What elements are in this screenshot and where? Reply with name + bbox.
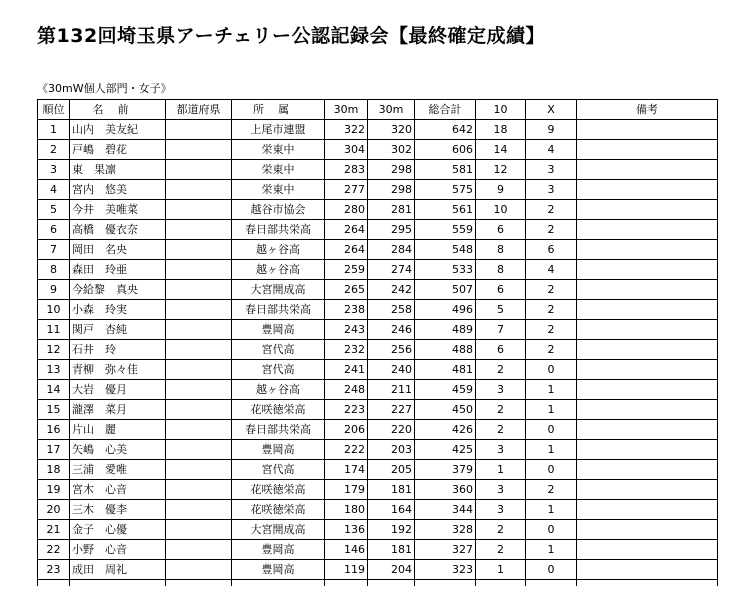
total-cell: 425 bbox=[415, 440, 476, 460]
table-row bbox=[38, 300, 718, 320]
rank-cell: 7 bbox=[38, 240, 70, 260]
score2-cell: 203 bbox=[368, 440, 415, 460]
empty-cell bbox=[232, 580, 325, 586]
score2-cell: 298 bbox=[368, 180, 415, 200]
table-row bbox=[38, 540, 718, 560]
club-cell: 栄東中 bbox=[232, 180, 325, 200]
club-cell: 花咲徳栄高 bbox=[232, 400, 325, 420]
score1-cell: 146 bbox=[325, 540, 368, 560]
score2-cell: 204 bbox=[368, 560, 415, 580]
rank-cell: 21 bbox=[38, 520, 70, 540]
total-cell: 533 bbox=[415, 260, 476, 280]
club-cell: 花咲徳栄高 bbox=[232, 480, 325, 500]
xs-cell: 2 bbox=[526, 280, 577, 300]
club-cell: 春日部共栄高 bbox=[232, 220, 325, 240]
score2-cell: 256 bbox=[368, 340, 415, 360]
table-row bbox=[38, 340, 718, 360]
score2-cell: 274 bbox=[368, 260, 415, 280]
tens-cell: 8 bbox=[476, 240, 526, 260]
name-cell: 三浦 愛唯 bbox=[70, 460, 166, 480]
table-row bbox=[38, 440, 718, 460]
tens-cell: 10 bbox=[476, 200, 526, 220]
empty-cell bbox=[476, 580, 526, 586]
prefecture-cell bbox=[166, 280, 232, 300]
prefecture-cell bbox=[166, 260, 232, 280]
club-cell: 栄東中 bbox=[232, 140, 325, 160]
score1-cell: 283 bbox=[325, 160, 368, 180]
notes-cell bbox=[577, 380, 718, 400]
score2-cell: 181 bbox=[368, 480, 415, 500]
empty-cell bbox=[368, 580, 415, 586]
club-cell: 豊岡高 bbox=[232, 440, 325, 460]
tens-cell: 8 bbox=[476, 260, 526, 280]
prefecture-cell bbox=[166, 200, 232, 220]
xs-cell: 1 bbox=[526, 440, 577, 460]
prefecture-cell bbox=[166, 400, 232, 420]
name-cell: 岡田 名央 bbox=[70, 240, 166, 260]
total-cell: 459 bbox=[415, 380, 476, 400]
rank-cell: 8 bbox=[38, 260, 70, 280]
table-row bbox=[38, 400, 718, 420]
club-cell: 大宮開成高 bbox=[232, 520, 325, 540]
table-row bbox=[38, 480, 718, 500]
document-title: 第132回埼玉県アーチェリー公認記録会【最終確定成績】 bbox=[37, 25, 546, 47]
rank-cell: 13 bbox=[38, 360, 70, 380]
tens-cell: 7 bbox=[476, 320, 526, 340]
rank-cell: 9 bbox=[38, 280, 70, 300]
table-row bbox=[38, 520, 718, 540]
notes-cell bbox=[577, 300, 718, 320]
score1-cell: 259 bbox=[325, 260, 368, 280]
club-cell: 越谷市協会 bbox=[232, 200, 325, 220]
header-club: 所属 bbox=[232, 100, 325, 120]
xs-cell: 9 bbox=[526, 120, 577, 140]
total-cell: 606 bbox=[415, 140, 476, 160]
prefecture-cell bbox=[166, 420, 232, 440]
score1-cell: 248 bbox=[325, 380, 368, 400]
score1-cell: 264 bbox=[325, 240, 368, 260]
club-cell: 春日部共栄高 bbox=[232, 420, 325, 440]
name-cell: 片山 麗 bbox=[70, 420, 166, 440]
notes-cell bbox=[577, 560, 718, 580]
prefecture-cell bbox=[166, 560, 232, 580]
prefecture-cell bbox=[166, 460, 232, 480]
score2-cell: 302 bbox=[368, 140, 415, 160]
header-notes: 備考 bbox=[577, 100, 718, 120]
tens-cell: 14 bbox=[476, 140, 526, 160]
tens-cell: 6 bbox=[476, 220, 526, 240]
score1-cell: 265 bbox=[325, 280, 368, 300]
total-cell: 328 bbox=[415, 520, 476, 540]
name-cell: 成田 周礼 bbox=[70, 560, 166, 580]
empty-cell bbox=[415, 580, 476, 586]
notes-cell bbox=[577, 180, 718, 200]
header-name: 名前 bbox=[70, 100, 166, 120]
club-cell: 栄東中 bbox=[232, 160, 325, 180]
rank-cell: 20 bbox=[38, 500, 70, 520]
xs-cell: 1 bbox=[526, 380, 577, 400]
name-cell: 石井 玲 bbox=[70, 340, 166, 360]
score2-cell: 205 bbox=[368, 460, 415, 480]
club-cell: 宮代高 bbox=[232, 340, 325, 360]
score1-cell: 243 bbox=[325, 320, 368, 340]
tens-cell: 9 bbox=[476, 180, 526, 200]
score1-cell: 206 bbox=[325, 420, 368, 440]
prefecture-cell bbox=[166, 120, 232, 140]
table-row bbox=[38, 380, 718, 400]
name-cell: 東 果凛 bbox=[70, 160, 166, 180]
notes-cell bbox=[577, 540, 718, 560]
xs-cell: 0 bbox=[526, 460, 577, 480]
name-cell: 高橋 優衣奈 bbox=[70, 220, 166, 240]
total-cell: 481 bbox=[415, 360, 476, 380]
xs-cell: 2 bbox=[526, 340, 577, 360]
total-cell: 642 bbox=[415, 120, 476, 140]
prefecture-cell bbox=[166, 320, 232, 340]
table-row bbox=[38, 280, 718, 300]
tens-cell: 1 bbox=[476, 560, 526, 580]
empty-cell bbox=[577, 580, 718, 586]
table-row bbox=[38, 500, 718, 520]
prefecture-cell bbox=[166, 540, 232, 560]
rank-cell: 18 bbox=[38, 460, 70, 480]
club-cell: 大宮開成高 bbox=[232, 280, 325, 300]
table-row bbox=[38, 460, 718, 480]
name-cell: 関戸 杏純 bbox=[70, 320, 166, 340]
score1-cell: 179 bbox=[325, 480, 368, 500]
prefecture-cell bbox=[166, 140, 232, 160]
table-row bbox=[38, 420, 718, 440]
score2-cell: 295 bbox=[368, 220, 415, 240]
name-cell: 小野 心音 bbox=[70, 540, 166, 560]
notes-cell bbox=[577, 340, 718, 360]
total-cell: 426 bbox=[415, 420, 476, 440]
rank-cell: 2 bbox=[38, 140, 70, 160]
rank-cell: 11 bbox=[38, 320, 70, 340]
table-row bbox=[38, 240, 718, 260]
table-row bbox=[38, 560, 718, 580]
notes-cell bbox=[577, 200, 718, 220]
total-cell: 323 bbox=[415, 560, 476, 580]
xs-cell: 0 bbox=[526, 520, 577, 540]
empty-cell bbox=[38, 580, 70, 586]
header-prefecture: 都道府県 bbox=[166, 100, 232, 120]
club-cell: 上尾市連盟 bbox=[232, 120, 325, 140]
tens-cell: 1 bbox=[476, 460, 526, 480]
score2-cell: 246 bbox=[368, 320, 415, 340]
table-row bbox=[38, 260, 718, 280]
prefecture-cell bbox=[166, 300, 232, 320]
table-row bbox=[38, 160, 718, 180]
rank-cell: 4 bbox=[38, 180, 70, 200]
header-total: 総合計 bbox=[415, 100, 476, 120]
table-row bbox=[38, 360, 718, 380]
name-cell: 青柳 弥々佳 bbox=[70, 360, 166, 380]
total-cell: 507 bbox=[415, 280, 476, 300]
table-row bbox=[38, 180, 718, 200]
score2-cell: 240 bbox=[368, 360, 415, 380]
table-row-partial bbox=[38, 580, 718, 586]
header-rank: 順位 bbox=[38, 100, 70, 120]
score2-cell: 258 bbox=[368, 300, 415, 320]
name-cell: 宮木 心音 bbox=[70, 480, 166, 500]
score1-cell: 238 bbox=[325, 300, 368, 320]
results-table bbox=[37, 99, 718, 586]
total-cell: 561 bbox=[415, 200, 476, 220]
table-row bbox=[38, 220, 718, 240]
rank-cell: 16 bbox=[38, 420, 70, 440]
score2-cell: 220 bbox=[368, 420, 415, 440]
xs-cell: 1 bbox=[526, 540, 577, 560]
notes-cell bbox=[577, 240, 718, 260]
club-cell: 春日部共栄高 bbox=[232, 300, 325, 320]
tens-cell: 2 bbox=[476, 420, 526, 440]
total-cell: 581 bbox=[415, 160, 476, 180]
notes-cell bbox=[577, 460, 718, 480]
notes-cell bbox=[577, 160, 718, 180]
header-score2: 30m bbox=[368, 100, 415, 120]
score1-cell: 136 bbox=[325, 520, 368, 540]
prefecture-cell bbox=[166, 380, 232, 400]
score1-cell: 222 bbox=[325, 440, 368, 460]
header-row bbox=[38, 100, 718, 120]
score2-cell: 320 bbox=[368, 120, 415, 140]
notes-cell bbox=[577, 260, 718, 280]
score1-cell: 277 bbox=[325, 180, 368, 200]
empty-cell bbox=[70, 580, 166, 586]
score2-cell: 227 bbox=[368, 400, 415, 420]
tens-cell: 5 bbox=[476, 300, 526, 320]
notes-cell bbox=[577, 440, 718, 460]
notes-cell bbox=[577, 500, 718, 520]
notes-cell bbox=[577, 420, 718, 440]
score2-cell: 164 bbox=[368, 500, 415, 520]
prefecture-cell bbox=[166, 360, 232, 380]
score2-cell: 281 bbox=[368, 200, 415, 220]
tens-cell: 6 bbox=[476, 340, 526, 360]
rank-cell: 17 bbox=[38, 440, 70, 460]
name-cell: 戸嶋 碧花 bbox=[70, 140, 166, 160]
notes-cell bbox=[577, 360, 718, 380]
xs-cell: 4 bbox=[526, 140, 577, 160]
tens-cell: 2 bbox=[476, 360, 526, 380]
score2-cell: 192 bbox=[368, 520, 415, 540]
notes-cell bbox=[577, 120, 718, 140]
xs-cell: 1 bbox=[526, 500, 577, 520]
notes-cell bbox=[577, 220, 718, 240]
tens-cell: 3 bbox=[476, 500, 526, 520]
notes-cell bbox=[577, 520, 718, 540]
total-cell: 344 bbox=[415, 500, 476, 520]
score1-cell: 264 bbox=[325, 220, 368, 240]
club-cell: 越ヶ谷高 bbox=[232, 380, 325, 400]
xs-cell: 2 bbox=[526, 200, 577, 220]
rank-cell: 10 bbox=[38, 300, 70, 320]
tens-cell: 2 bbox=[476, 400, 526, 420]
empty-cell bbox=[526, 580, 577, 586]
xs-cell: 0 bbox=[526, 560, 577, 580]
prefecture-cell bbox=[166, 160, 232, 180]
club-cell: 越ヶ谷高 bbox=[232, 240, 325, 260]
prefecture-cell bbox=[166, 220, 232, 240]
club-cell: 豊岡高 bbox=[232, 320, 325, 340]
table-row bbox=[38, 200, 718, 220]
header-xs: X bbox=[526, 100, 577, 120]
name-cell: 今給黎 真央 bbox=[70, 280, 166, 300]
prefecture-cell bbox=[166, 180, 232, 200]
name-cell: 今井 美唯菜 bbox=[70, 200, 166, 220]
name-cell: 金子 心優 bbox=[70, 520, 166, 540]
tens-cell: 3 bbox=[476, 480, 526, 500]
score2-cell: 242 bbox=[368, 280, 415, 300]
total-cell: 559 bbox=[415, 220, 476, 240]
score1-cell: 280 bbox=[325, 200, 368, 220]
notes-cell bbox=[577, 400, 718, 420]
results-body bbox=[38, 120, 718, 586]
score1-cell: 119 bbox=[325, 560, 368, 580]
name-cell: 宮内 悠美 bbox=[70, 180, 166, 200]
total-cell: 360 bbox=[415, 480, 476, 500]
prefecture-cell bbox=[166, 520, 232, 540]
rank-cell: 22 bbox=[38, 540, 70, 560]
xs-cell: 3 bbox=[526, 180, 577, 200]
club-cell: 花咲徳栄高 bbox=[232, 500, 325, 520]
rank-cell: 19 bbox=[38, 480, 70, 500]
notes-cell bbox=[577, 320, 718, 340]
prefecture-cell bbox=[166, 240, 232, 260]
empty-cell bbox=[166, 580, 232, 586]
club-cell: 越ヶ谷高 bbox=[232, 260, 325, 280]
name-cell: 大岩 優月 bbox=[70, 380, 166, 400]
empty-cell bbox=[325, 580, 368, 586]
tens-cell: 2 bbox=[476, 540, 526, 560]
xs-cell: 6 bbox=[526, 240, 577, 260]
tens-cell: 3 bbox=[476, 440, 526, 460]
tens-cell: 3 bbox=[476, 380, 526, 400]
score1-cell: 322 bbox=[325, 120, 368, 140]
table-row bbox=[38, 320, 718, 340]
total-cell: 488 bbox=[415, 340, 476, 360]
rank-cell: 6 bbox=[38, 220, 70, 240]
tens-cell: 12 bbox=[476, 160, 526, 180]
name-cell: 小森 玲実 bbox=[70, 300, 166, 320]
rank-cell: 3 bbox=[38, 160, 70, 180]
name-cell: 森田 玲亜 bbox=[70, 260, 166, 280]
xs-cell: 0 bbox=[526, 420, 577, 440]
xs-cell: 4 bbox=[526, 260, 577, 280]
xs-cell: 2 bbox=[526, 320, 577, 340]
club-cell: 豊岡高 bbox=[232, 540, 325, 560]
total-cell: 548 bbox=[415, 240, 476, 260]
score2-cell: 181 bbox=[368, 540, 415, 560]
xs-cell: 2 bbox=[526, 220, 577, 240]
notes-cell bbox=[577, 480, 718, 500]
score2-cell: 298 bbox=[368, 160, 415, 180]
xs-cell: 3 bbox=[526, 160, 577, 180]
total-cell: 379 bbox=[415, 460, 476, 480]
score1-cell: 304 bbox=[325, 140, 368, 160]
rank-cell: 14 bbox=[38, 380, 70, 400]
prefecture-cell bbox=[166, 440, 232, 460]
score2-cell: 284 bbox=[368, 240, 415, 260]
rank-cell: 5 bbox=[38, 200, 70, 220]
notes-cell bbox=[577, 280, 718, 300]
total-cell: 327 bbox=[415, 540, 476, 560]
score1-cell: 180 bbox=[325, 500, 368, 520]
prefecture-cell bbox=[166, 500, 232, 520]
score1-cell: 174 bbox=[325, 460, 368, 480]
xs-cell: 2 bbox=[526, 300, 577, 320]
xs-cell: 0 bbox=[526, 360, 577, 380]
rank-cell: 15 bbox=[38, 400, 70, 420]
tens-cell: 6 bbox=[476, 280, 526, 300]
score1-cell: 223 bbox=[325, 400, 368, 420]
rank-cell: 1 bbox=[38, 120, 70, 140]
club-cell: 宮代高 bbox=[232, 360, 325, 380]
club-cell: 宮代高 bbox=[232, 460, 325, 480]
total-cell: 575 bbox=[415, 180, 476, 200]
xs-cell: 1 bbox=[526, 400, 577, 420]
name-cell: 山内 美友紀 bbox=[70, 120, 166, 140]
score1-cell: 241 bbox=[325, 360, 368, 380]
xs-cell: 2 bbox=[526, 480, 577, 500]
total-cell: 489 bbox=[415, 320, 476, 340]
tens-cell: 18 bbox=[476, 120, 526, 140]
total-cell: 450 bbox=[415, 400, 476, 420]
name-cell: 三木 優李 bbox=[70, 500, 166, 520]
total-cell: 496 bbox=[415, 300, 476, 320]
rank-cell: 23 bbox=[38, 560, 70, 580]
tens-cell: 2 bbox=[476, 520, 526, 540]
name-cell: 矢嶋 心美 bbox=[70, 440, 166, 460]
table-row bbox=[38, 120, 718, 140]
prefecture-cell bbox=[166, 340, 232, 360]
name-cell: 瀧澤 菜月 bbox=[70, 400, 166, 420]
table-row bbox=[38, 140, 718, 160]
score2-cell: 211 bbox=[368, 380, 415, 400]
header-score1: 30m bbox=[325, 100, 368, 120]
score1-cell: 232 bbox=[325, 340, 368, 360]
prefecture-cell bbox=[166, 480, 232, 500]
notes-cell bbox=[577, 140, 718, 160]
section-subtitle: 《30mW個人部門・女子》 bbox=[37, 82, 172, 95]
club-cell: 豊岡高 bbox=[232, 560, 325, 580]
header-tens: 10 bbox=[476, 100, 526, 120]
rank-cell: 12 bbox=[38, 340, 70, 360]
